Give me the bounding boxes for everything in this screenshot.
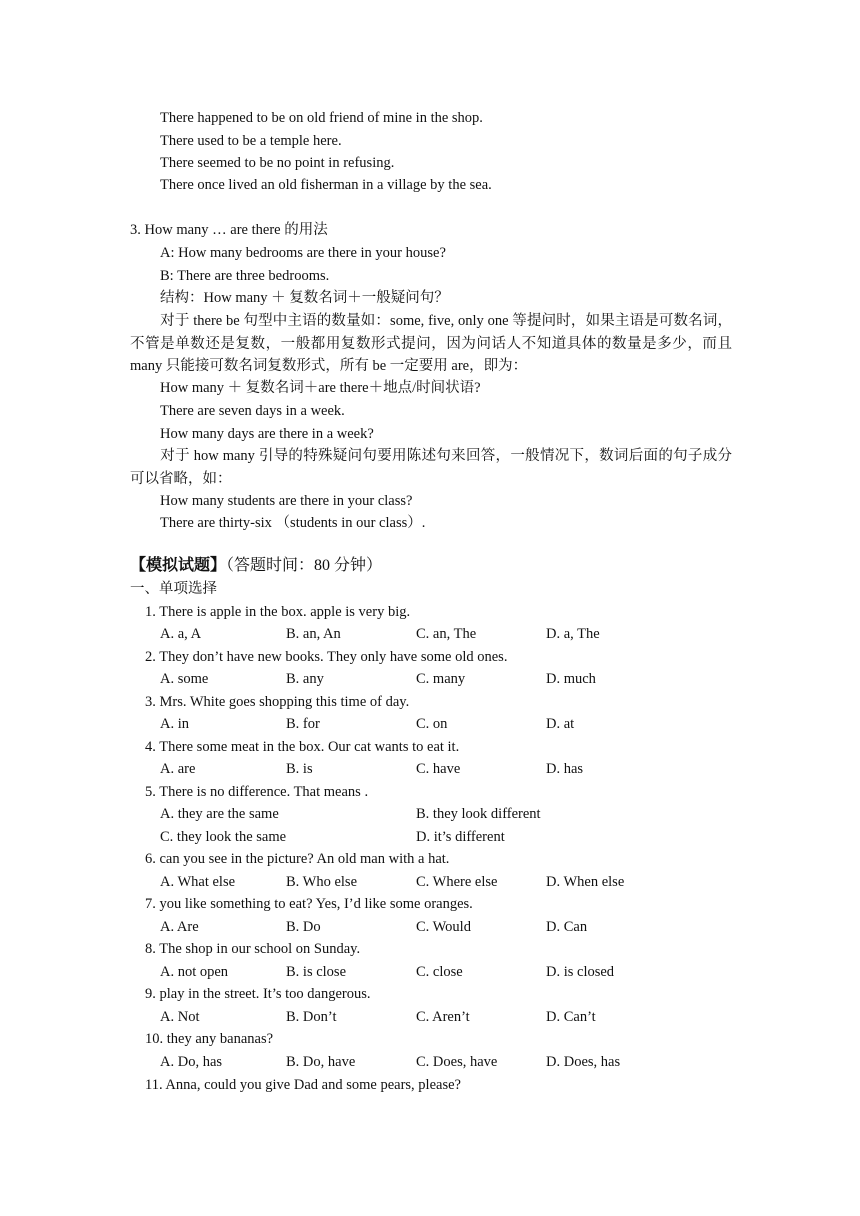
option-d: D. has bbox=[546, 761, 584, 777]
example-line: How many days are there in a week? bbox=[160, 426, 374, 442]
mock-time-note: （答题时间：80 分钟） bbox=[226, 557, 383, 574]
dialogue-line-a: A: How many bedrooms are there in your house? bbox=[160, 245, 446, 261]
example-line: How many students are there in your class? bbox=[160, 493, 413, 509]
dialogue-line-b: B: There are three bedrooms. bbox=[160, 268, 330, 284]
question-text: 3. Mrs. White goes shopping this time of day. bbox=[145, 694, 410, 710]
question-text: 1. There is apple in the box. apple is very big. bbox=[145, 604, 411, 620]
formula-line: How many ＋ 复数名词＋are there＋地点/时间状语? bbox=[160, 380, 481, 396]
question-text: 11. Anna, could you give Dad and some pears, please? bbox=[145, 1077, 461, 1093]
option-d: D. a, The bbox=[546, 626, 600, 642]
option-c: C. on bbox=[416, 716, 448, 732]
option-c: C. Would bbox=[416, 919, 471, 935]
option-c: C. many bbox=[416, 671, 466, 687]
option-a: A. What else bbox=[160, 874, 236, 890]
mock-test-title bbox=[130, 556, 382, 576]
example-line: There happened to be on old friend of mine in the shop. bbox=[160, 110, 483, 126]
option-a: A. Not bbox=[160, 1009, 200, 1025]
example-line: There used to be a temple here. bbox=[160, 133, 342, 149]
example-line: There are thirty-six （students in our class）. bbox=[160, 515, 426, 531]
question-text: 10. they any bananas? bbox=[145, 1031, 274, 1047]
question-text: 9. play in the street. It’s too dangerous. bbox=[145, 986, 371, 1002]
option-c: C. an, The bbox=[416, 626, 477, 642]
example-line: There seemed to be no point in refusing. bbox=[160, 155, 395, 171]
option-b: B. they look different bbox=[416, 806, 541, 822]
part-heading: 一、单项选择 bbox=[130, 581, 217, 597]
question-text: 2. They don’t have new books. They only have some old ones. bbox=[145, 649, 508, 665]
option-b: B. any bbox=[286, 671, 324, 687]
option-a: A. are bbox=[160, 761, 196, 777]
option-b: B. an, An bbox=[286, 626, 341, 642]
option-a: A. Do, has bbox=[160, 1054, 223, 1070]
option-d: D. When else bbox=[546, 874, 625, 890]
question-text: 8. The shop in our school on Sunday. bbox=[145, 941, 361, 957]
option-a: A. not open bbox=[160, 964, 229, 980]
option-c: C. they look the same bbox=[160, 829, 287, 845]
option-a: A. a, A bbox=[160, 626, 202, 642]
option-d: D. Can bbox=[546, 919, 588, 935]
question-text: 6. can you see in the picture? An old man with a hat. bbox=[145, 851, 450, 867]
option-d: D. much bbox=[546, 671, 596, 687]
option-d: D. Does, has bbox=[546, 1054, 621, 1070]
option-d: D. Can’t bbox=[546, 1009, 596, 1025]
option-b: B. Do, have bbox=[286, 1054, 356, 1070]
option-c: C. have bbox=[416, 761, 461, 777]
question-text: 4. There some meat in the box. Our cat wants to eat it. bbox=[145, 739, 460, 755]
option-b: B. Who else bbox=[286, 874, 358, 890]
question-text: 5. There is no difference. That means . bbox=[145, 784, 369, 800]
option-c: C. Does, have bbox=[416, 1054, 498, 1070]
option-c: C. Aren’t bbox=[416, 1009, 470, 1025]
option-a: A. in bbox=[160, 716, 189, 732]
option-b: B. is close bbox=[286, 964, 347, 980]
option-b: B. Do bbox=[286, 919, 321, 935]
option-c: C. close bbox=[416, 964, 463, 980]
option-b: B. is bbox=[286, 761, 313, 777]
option-c: C. Where else bbox=[416, 874, 498, 890]
option-a: A. Are bbox=[160, 919, 199, 935]
mock-title: 【模拟试题】 bbox=[130, 557, 227, 574]
option-a: A. some bbox=[160, 671, 209, 687]
option-d: D. is closed bbox=[546, 964, 615, 980]
option-b: B. for bbox=[286, 716, 320, 732]
option-d: D. at bbox=[546, 716, 575, 732]
option-a: A. they are the same bbox=[160, 806, 279, 822]
structure-line: 结构：How many ＋ 复数名词＋一般疑问句？ bbox=[160, 290, 449, 306]
explanation-paragraph: 对于 there be 句型中主语的数量如：some, five, only one 等提问时，如果主语是可数名词，不管是单数还是复数，一般都用复数形式提问，因为问话人不知道具体的数量是多少，而且 many 只能接可数名词复数形式，所有 be 一定要用 are，即为： bbox=[130, 313, 732, 374]
example-line: There once lived an old fisherman in a village by the sea. bbox=[160, 177, 492, 193]
question-text: 7. you like something to eat? Yes, I’d like some oranges. bbox=[145, 896, 473, 912]
option-b: B. Don’t bbox=[286, 1009, 337, 1025]
option-d: D. it’s different bbox=[416, 829, 505, 845]
explanation-paragraph: 对于 how many 引导的特殊疑问句要用陈述句来回答，一般情况下，数词后面的句子成分可以省略，如： bbox=[130, 448, 732, 487]
example-line: There are seven days in a week. bbox=[160, 403, 345, 419]
section-heading: 3. How many … are there 的用法 bbox=[130, 222, 328, 238]
